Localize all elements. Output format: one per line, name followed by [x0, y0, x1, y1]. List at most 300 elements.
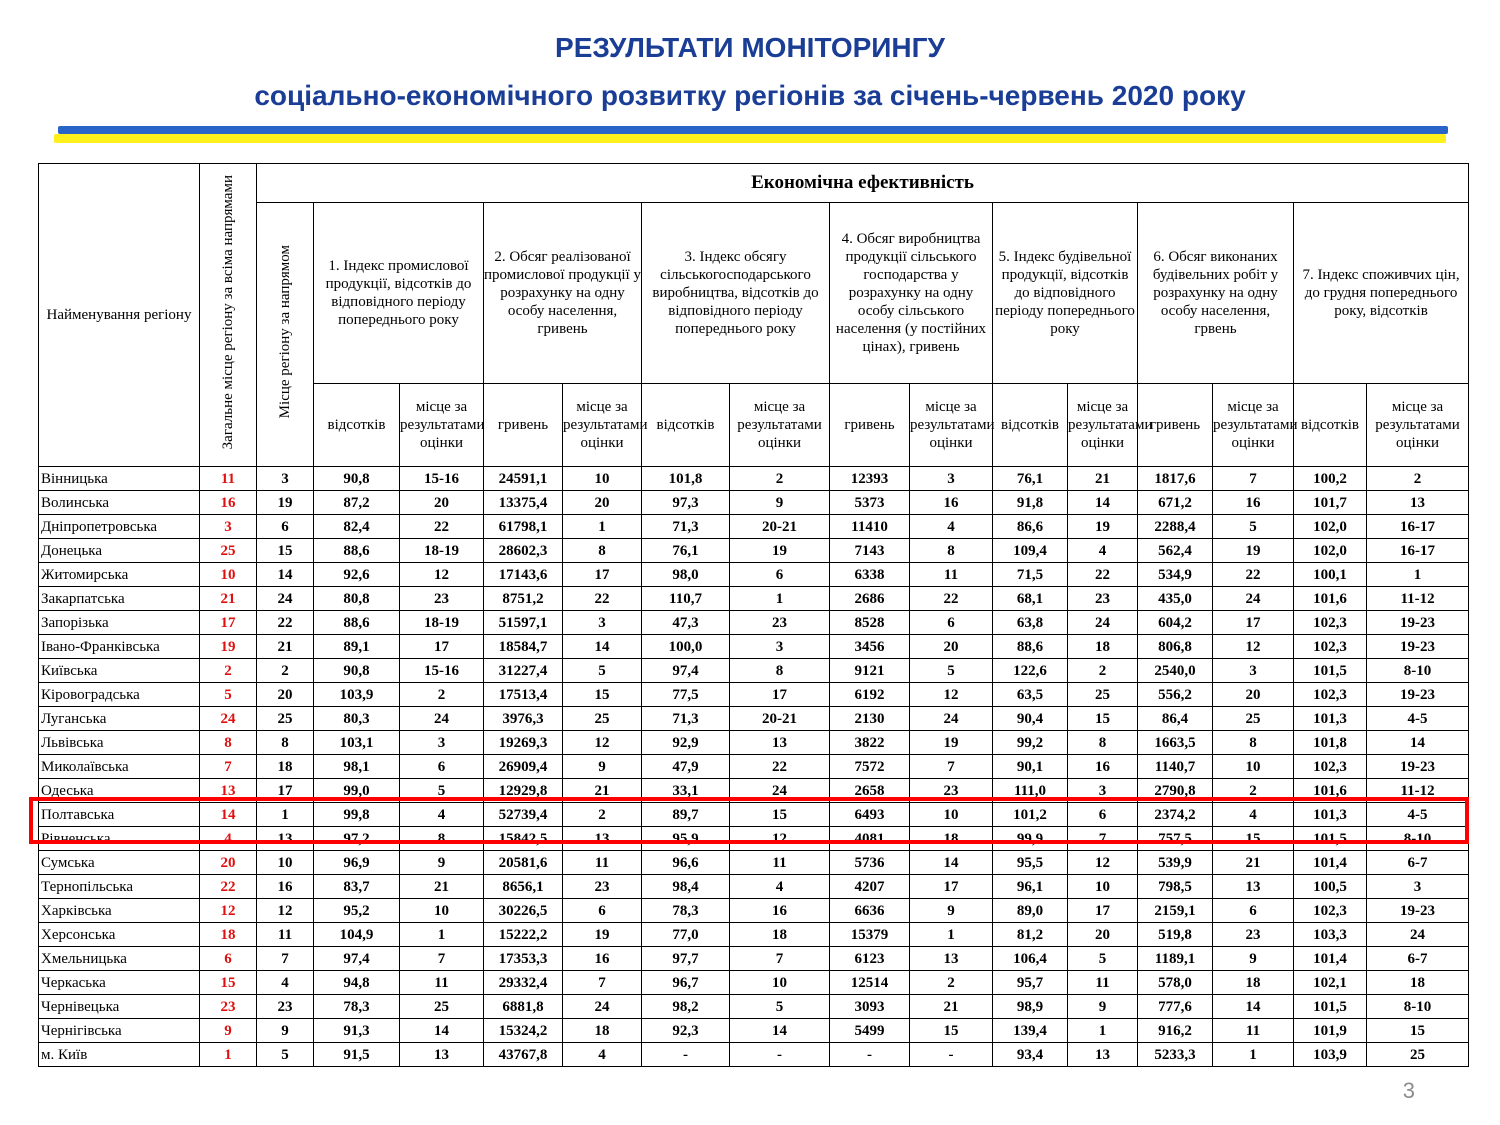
value-cell: 20 [1213, 683, 1294, 707]
value-cell: 13375,4 [484, 491, 563, 515]
value-cell: 916,2 [1138, 1019, 1213, 1043]
value-cell: 101,8 [1294, 731, 1367, 755]
value-cell: 10 [730, 971, 830, 995]
value-cell: 19-23 [1367, 635, 1469, 659]
value-cell: 18-19 [400, 539, 484, 563]
header-overall-place-text: Загальне місце регіону за всіма напрямами [220, 175, 236, 450]
value-cell: 82,4 [314, 515, 400, 539]
value-cell: 102,3 [1294, 611, 1367, 635]
overall-place-cell: 21 [200, 587, 257, 611]
value-cell: 6 [400, 755, 484, 779]
overall-place-cell: 13 [200, 779, 257, 803]
value-cell: 562,4 [1138, 539, 1213, 563]
value-cell: 97,7 [642, 947, 730, 971]
value-cell: 3 [730, 635, 830, 659]
value-cell: 2374,2 [1138, 803, 1213, 827]
value-cell: 19-23 [1367, 683, 1469, 707]
value-cell: 96,1 [993, 875, 1068, 899]
value-cell: 102,3 [1294, 683, 1367, 707]
value-cell: 578,0 [1138, 971, 1213, 995]
value-cell: 2 [910, 971, 993, 995]
value-cell: 24 [1213, 587, 1294, 611]
value-cell: 10 [400, 899, 484, 923]
value-cell: 6123 [830, 947, 910, 971]
table-row [39, 611, 1469, 635]
value-cell: 18 [1068, 635, 1138, 659]
value-cell: 3 [400, 731, 484, 755]
header-direction-place-text: Місце регіону за напрямом [277, 245, 293, 419]
region-name-cell: Запорізька [39, 611, 200, 635]
value-cell: 24 [730, 779, 830, 803]
value-cell: 20 [563, 491, 642, 515]
value-cell: 15842,5 [484, 827, 563, 851]
value-cell: 24591,1 [484, 467, 563, 491]
value-cell: 109,4 [993, 539, 1068, 563]
value-cell: 18-19 [400, 611, 484, 635]
value-cell: 101,7 [1294, 491, 1367, 515]
value-cell: 8751,2 [484, 587, 563, 611]
value-cell: 22 [563, 587, 642, 611]
header-sub: місце за результатами оцінки [563, 384, 642, 467]
value-cell: 12514 [830, 971, 910, 995]
value-cell: 11 [1068, 971, 1138, 995]
table-row [39, 779, 1469, 803]
value-cell: 11410 [830, 515, 910, 539]
value-cell: 2 [1068, 659, 1138, 683]
region-name-cell: Миколаївська [39, 755, 200, 779]
value-cell: 20-21 [730, 515, 830, 539]
value-cell: 21 [1068, 467, 1138, 491]
value-cell: 9 [400, 851, 484, 875]
table-row [39, 827, 1469, 851]
value-cell: 43767,8 [484, 1043, 563, 1067]
value-cell: 19 [910, 731, 993, 755]
value-cell: 8 [1213, 731, 1294, 755]
table-body [39, 467, 1469, 1067]
header-indicator: 4. Обсяг виробництва продукції сільського господарства у розрахунку на одну особу сільського населення (у постійних цінах), гривень [830, 203, 993, 384]
value-cell: 6192 [830, 683, 910, 707]
value-cell: 11-12 [1367, 587, 1469, 611]
value-cell: 19269,3 [484, 731, 563, 755]
value-cell: 95,2 [314, 899, 400, 923]
value-cell: 8 [257, 731, 314, 755]
value-cell: 16-17 [1367, 539, 1469, 563]
value-cell: 98,1 [314, 755, 400, 779]
overall-place-cell: 10 [200, 563, 257, 587]
region-name-cell: Чернівецька [39, 995, 200, 1019]
value-cell: 9121 [830, 659, 910, 683]
value-cell: 26909,4 [484, 755, 563, 779]
value-cell: 15222,2 [484, 923, 563, 947]
value-cell: 9 [1068, 995, 1138, 1019]
region-name-cell: Львівська [39, 731, 200, 755]
value-cell: 3976,3 [484, 707, 563, 731]
value-cell: 10 [563, 467, 642, 491]
header-direction-place [257, 203, 314, 467]
table-row [39, 803, 1469, 827]
value-cell: 16 [257, 875, 314, 899]
value-cell: 5233,3 [1138, 1043, 1213, 1067]
table-row [39, 731, 1469, 755]
value-cell: 3 [257, 467, 314, 491]
value-cell: 20 [257, 683, 314, 707]
value-cell: 22 [730, 755, 830, 779]
value-cell: 103,9 [1294, 1043, 1367, 1067]
value-cell: 17 [400, 635, 484, 659]
value-cell: 89,1 [314, 635, 400, 659]
region-name-cell: Тернопільська [39, 875, 200, 899]
header-section: Економічна ефективність [257, 164, 1469, 203]
value-cell: 17 [1068, 899, 1138, 923]
value-cell: 95,9 [642, 827, 730, 851]
overall-place-cell: 19 [200, 635, 257, 659]
value-cell: 16 [563, 947, 642, 971]
value-cell: 63,8 [993, 611, 1068, 635]
value-cell: 17 [257, 779, 314, 803]
value-cell: 101,5 [1294, 659, 1367, 683]
header-region-name: Найменування регіону [39, 164, 200, 467]
value-cell: 15 [1367, 1019, 1469, 1043]
region-name-cell: Черкаська [39, 971, 200, 995]
value-cell: 95,7 [993, 971, 1068, 995]
value-cell: 24 [563, 995, 642, 1019]
value-cell: 6 [257, 515, 314, 539]
table-row [39, 923, 1469, 947]
value-cell: 102,3 [1294, 755, 1367, 779]
table-row [39, 899, 1469, 923]
value-cell: 12 [730, 827, 830, 851]
value-cell: 10 [910, 803, 993, 827]
value-cell: 1 [1367, 563, 1469, 587]
value-cell: 9 [1213, 947, 1294, 971]
value-cell: 100,2 [1294, 467, 1367, 491]
value-cell: 519,8 [1138, 923, 1213, 947]
value-cell: 13 [563, 827, 642, 851]
value-cell: 15-16 [400, 659, 484, 683]
value-cell: 90,4 [993, 707, 1068, 731]
value-cell: 2 [1213, 779, 1294, 803]
value-cell: 12393 [830, 467, 910, 491]
region-name-cell: Сумська [39, 851, 200, 875]
value-cell: 86,6 [993, 515, 1068, 539]
table-row [39, 635, 1469, 659]
value-cell: 98,9 [993, 995, 1068, 1019]
value-cell: 24 [910, 707, 993, 731]
value-cell: 6-7 [1367, 851, 1469, 875]
header-indicator: 2. Обсяг реалізованої промислової продукції у розрахунку на одну особу населення, гривень [484, 203, 642, 384]
value-cell: 15 [257, 539, 314, 563]
value-cell: 91,5 [314, 1043, 400, 1067]
header-sub: місце за результатами оцінки [400, 384, 484, 467]
value-cell: 88,6 [993, 635, 1068, 659]
overall-place-cell: 24 [200, 707, 257, 731]
value-cell: 5373 [830, 491, 910, 515]
value-cell: 1 [730, 587, 830, 611]
value-cell: 1 [1068, 1019, 1138, 1043]
value-cell: 20581,6 [484, 851, 563, 875]
value-cell: 101,8 [642, 467, 730, 491]
value-cell: 101,5 [1294, 995, 1367, 1019]
value-cell: 81,2 [993, 923, 1068, 947]
value-cell: 3093 [830, 995, 910, 1019]
value-cell: 19 [1213, 539, 1294, 563]
value-cell: 2130 [830, 707, 910, 731]
value-cell: 139,4 [993, 1019, 1068, 1043]
value-cell: - [642, 1043, 730, 1067]
value-cell: 1140,7 [1138, 755, 1213, 779]
value-cell: 101,4 [1294, 851, 1367, 875]
value-cell: 47,3 [642, 611, 730, 635]
value-cell: 5 [730, 995, 830, 1019]
value-cell: 16 [1068, 755, 1138, 779]
value-cell: 20 [1068, 923, 1138, 947]
value-cell: 99,2 [993, 731, 1068, 755]
region-name-cell: Кіровоградська [39, 683, 200, 707]
value-cell: 3 [1068, 779, 1138, 803]
value-cell: 7 [730, 947, 830, 971]
value-cell: 9 [257, 1019, 314, 1043]
value-cell: 8 [400, 827, 484, 851]
value-cell: 106,4 [993, 947, 1068, 971]
value-cell: 13 [1213, 875, 1294, 899]
value-cell: 61798,1 [484, 515, 563, 539]
value-cell: 19 [257, 491, 314, 515]
value-cell: 102,0 [1294, 539, 1367, 563]
value-cell: 99,8 [314, 803, 400, 827]
value-cell: 2 [400, 683, 484, 707]
value-cell: 95,5 [993, 851, 1068, 875]
value-cell: 11 [257, 923, 314, 947]
value-cell: 13 [1068, 1043, 1138, 1067]
value-cell: 14 [910, 851, 993, 875]
value-cell: 8 [1068, 731, 1138, 755]
value-cell: 534,9 [1138, 563, 1213, 587]
value-cell: 77,0 [642, 923, 730, 947]
value-cell: 2658 [830, 779, 910, 803]
value-cell: 12 [563, 731, 642, 755]
value-cell: 23 [1213, 923, 1294, 947]
value-cell: 78,3 [314, 995, 400, 1019]
value-cell: 71,5 [993, 563, 1068, 587]
value-cell: - [830, 1043, 910, 1067]
value-cell: 4 [910, 515, 993, 539]
value-cell: 7 [257, 947, 314, 971]
value-cell: 71,3 [642, 515, 730, 539]
value-cell: 7 [563, 971, 642, 995]
value-cell: 2 [257, 659, 314, 683]
header-sub: відсотків [314, 384, 400, 467]
value-cell: 23 [1068, 587, 1138, 611]
value-cell: 8656,1 [484, 875, 563, 899]
value-cell: 24 [257, 587, 314, 611]
overall-place-cell: 7 [200, 755, 257, 779]
header-indicator: 6. Обсяг виконаних будівельних робіт у розрахунку на одну особу населення, грвень [1138, 203, 1294, 384]
value-cell: 17143,6 [484, 563, 563, 587]
value-cell: 17 [563, 563, 642, 587]
value-cell: 104,9 [314, 923, 400, 947]
value-cell: 98,4 [642, 875, 730, 899]
value-cell: 22 [910, 587, 993, 611]
value-cell: 2790,8 [1138, 779, 1213, 803]
overall-place-cell: 1 [200, 1043, 257, 1067]
table-row [39, 659, 1469, 683]
region-name-cell: Херсонська [39, 923, 200, 947]
header-indicator: 1. Індекс промислової продукції, відсотків до відповідного періоду попереднього року [314, 203, 484, 384]
value-cell: 12 [1213, 635, 1294, 659]
value-cell: 6 [563, 899, 642, 923]
value-cell: 1 [257, 803, 314, 827]
overall-place-cell: 2 [200, 659, 257, 683]
value-cell: 15 [910, 1019, 993, 1043]
value-cell: 25 [1213, 707, 1294, 731]
value-cell: 1663,5 [1138, 731, 1213, 755]
value-cell: 12929,8 [484, 779, 563, 803]
table-row [39, 563, 1469, 587]
table-row [39, 971, 1469, 995]
table-row [39, 467, 1469, 491]
table-row [39, 515, 1469, 539]
value-cell: 22 [1068, 563, 1138, 587]
table-row [39, 875, 1469, 899]
value-cell: 13 [400, 1043, 484, 1067]
value-cell: 101,2 [993, 803, 1068, 827]
value-cell: 80,8 [314, 587, 400, 611]
value-cell: 4 [257, 971, 314, 995]
value-cell: 1817,6 [1138, 467, 1213, 491]
value-cell: 16-17 [1367, 515, 1469, 539]
value-cell: 63,5 [993, 683, 1068, 707]
value-cell: 94,8 [314, 971, 400, 995]
value-cell: 8-10 [1367, 995, 1469, 1019]
value-cell: 4 [563, 1043, 642, 1067]
header-overall-place [200, 164, 257, 467]
overall-place-cell: 9 [200, 1019, 257, 1043]
value-cell: 5 [1213, 515, 1294, 539]
value-cell: 24 [1068, 611, 1138, 635]
value-cell: 96,9 [314, 851, 400, 875]
value-cell: 14 [563, 635, 642, 659]
value-cell: 98,0 [642, 563, 730, 587]
value-cell: 757,5 [1138, 827, 1213, 851]
value-cell: 5 [400, 779, 484, 803]
value-cell: 99,9 [993, 827, 1068, 851]
value-cell: 10 [257, 851, 314, 875]
value-cell: 17513,4 [484, 683, 563, 707]
table-row [39, 491, 1469, 515]
value-cell: 87,2 [314, 491, 400, 515]
value-cell: 88,6 [314, 611, 400, 635]
region-name-cell: м. Київ [39, 1043, 200, 1067]
table-row [39, 1019, 1469, 1043]
value-cell: 23 [563, 875, 642, 899]
value-cell: 10 [1068, 875, 1138, 899]
value-cell: 97,3 [642, 491, 730, 515]
value-cell: 6881,8 [484, 995, 563, 1019]
table-row [39, 851, 1469, 875]
value-cell: 86,4 [1138, 707, 1213, 731]
value-cell: 15 [730, 803, 830, 827]
table-row [39, 707, 1469, 731]
header-sub: гривень [1138, 384, 1213, 467]
value-cell: 24 [1367, 923, 1469, 947]
value-cell: 102,1 [1294, 971, 1367, 995]
ranking-table [38, 163, 1469, 1067]
value-cell: 6 [730, 563, 830, 587]
value-cell: 25 [400, 995, 484, 1019]
value-cell: 22 [257, 611, 314, 635]
value-cell: 97,4 [314, 947, 400, 971]
value-cell: 435,0 [1138, 587, 1213, 611]
value-cell: 98,2 [642, 995, 730, 1019]
overall-place-cell: 6 [200, 947, 257, 971]
value-cell: 16 [910, 491, 993, 515]
value-cell: 1189,1 [1138, 947, 1213, 971]
value-cell: 16 [1213, 491, 1294, 515]
value-cell: 90,8 [314, 467, 400, 491]
flag-stripe-yellow [54, 134, 1446, 143]
value-cell: 91,8 [993, 491, 1068, 515]
value-cell: 7143 [830, 539, 910, 563]
value-cell: 10 [1213, 755, 1294, 779]
value-cell: 4-5 [1367, 803, 1469, 827]
value-cell: 11 [730, 851, 830, 875]
value-cell: 22 [400, 515, 484, 539]
region-name-cell: Рівненська [39, 827, 200, 851]
value-cell: 11-12 [1367, 779, 1469, 803]
value-cell: 17 [730, 683, 830, 707]
value-cell: 8 [910, 539, 993, 563]
value-cell: 3 [563, 611, 642, 635]
header-sub: гривень [830, 384, 910, 467]
page-subtitle: соціально-економічного розвитку регіонів за січень-червень 2020 року [254, 80, 1246, 111]
value-cell: 110,7 [642, 587, 730, 611]
value-cell: 8-10 [1367, 659, 1469, 683]
value-cell: 14 [257, 563, 314, 587]
value-cell: 96,6 [642, 851, 730, 875]
value-cell: 92,9 [642, 731, 730, 755]
table-row [39, 995, 1469, 1019]
value-cell: 76,1 [993, 467, 1068, 491]
value-cell: 15-16 [400, 467, 484, 491]
value-cell: 21 [563, 779, 642, 803]
region-name-cell: Луганська [39, 707, 200, 731]
value-cell: 11 [563, 851, 642, 875]
value-cell: 6 [1213, 899, 1294, 923]
value-cell: 539,9 [1138, 851, 1213, 875]
value-cell: 101,3 [1294, 803, 1367, 827]
overall-place-cell: 22 [200, 875, 257, 899]
value-cell: 19 [1068, 515, 1138, 539]
value-cell: 7 [910, 755, 993, 779]
value-cell: 19-23 [1367, 611, 1469, 635]
value-cell: 30226,5 [484, 899, 563, 923]
value-cell: 6 [910, 611, 993, 635]
value-cell: 15324,2 [484, 1019, 563, 1043]
region-name-cell: Дніпропетровська [39, 515, 200, 539]
value-cell: 15 [1068, 707, 1138, 731]
value-cell: 3456 [830, 635, 910, 659]
table-row [39, 587, 1469, 611]
value-cell: 7 [400, 947, 484, 971]
value-cell: 2 [1367, 467, 1469, 491]
value-cell: 3 [1213, 659, 1294, 683]
value-cell: 13 [730, 731, 830, 755]
value-cell: 25 [1068, 683, 1138, 707]
value-cell: 8-10 [1367, 827, 1469, 851]
value-cell: 11 [400, 971, 484, 995]
value-cell: 2 [730, 467, 830, 491]
header-sub: місце за результатами оцінки [1213, 384, 1294, 467]
